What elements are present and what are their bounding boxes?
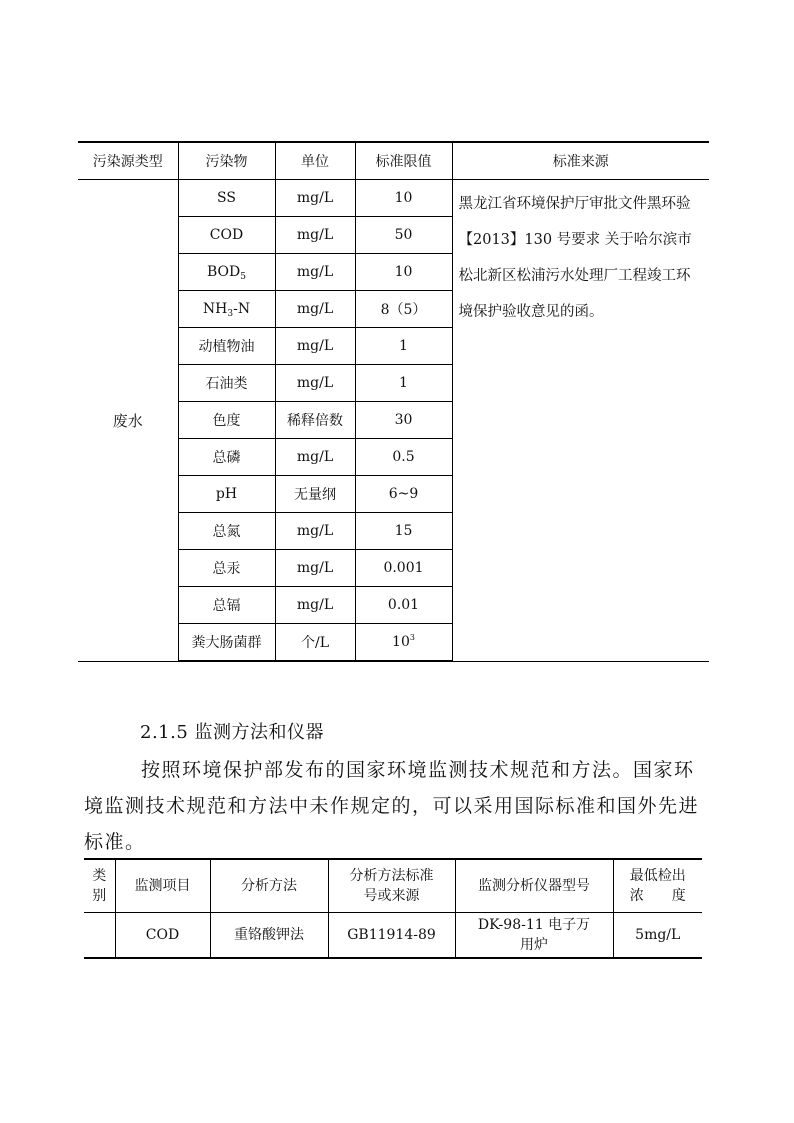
pollutant-cell: COD: [178, 217, 275, 254]
unit-cell: mg/L: [275, 254, 355, 291]
limit-cell: 1: [355, 365, 452, 402]
limit-cell: 6~9: [355, 476, 452, 513]
table-header-row: [84, 859, 702, 913]
header-instrument: 监测分析仪器型号: [455, 859, 613, 913]
header-pollutant: 污染物: [178, 142, 275, 180]
unit-cell: 个/L: [275, 624, 355, 662]
unit-cell: 稀释倍数: [275, 402, 355, 439]
limit-cell: 50: [355, 217, 452, 254]
min-concentration-cell: 5mg/L: [613, 913, 702, 959]
pollutant-cell: 总磷: [178, 439, 275, 476]
table-row: [84, 913, 702, 959]
header-min-concentration: 最低检出 浓 度: [613, 859, 702, 913]
pollutant-cell: 总汞: [178, 550, 275, 587]
pollutant-standard-table: [78, 141, 709, 662]
unit-cell: mg/L: [275, 291, 355, 328]
unit-cell: mg/L: [275, 587, 355, 624]
method-cell: 重铬酸钾法: [210, 913, 328, 959]
pollutant-cell: 总氮: [178, 513, 275, 550]
unit-cell: mg/L: [275, 439, 355, 476]
pollutant-cell: $NH_3-N$: [178, 291, 275, 328]
limit-cell: 0.001: [355, 550, 452, 587]
limit-cell: $10^3$: [355, 624, 452, 662]
pollutant-cell: $BOD_5$: [178, 254, 275, 291]
pollutant-cell: SS: [178, 180, 275, 217]
item-cell: COD: [115, 913, 210, 959]
section-paragraph: 按照环境保护部发布的国家环境监测技术规范和方法。国家环境监测技术规范和方法中未作规定的，可以采用国际标准和国外先进标准。: [84, 759, 700, 853]
unit-cell: mg/L: [275, 217, 355, 254]
standard-cell: GB11914-89: [328, 913, 455, 959]
header-item: 监测项目: [115, 859, 210, 913]
pollutant-cell: pH: [178, 476, 275, 513]
header-method: 分析方法: [210, 859, 328, 913]
unit-cell: mg/L: [275, 550, 355, 587]
standard-source-cell: 黑龙江省环境保护厅审批文件黑环验【2013】130 号要求 关于哈尔滨市松北新区松浦污水处理厂工程竣工环境保护验收意见的函。: [452, 180, 709, 662]
pollutant-cell: 粪大肠菌群: [178, 624, 275, 662]
header-source-type: 污染源类型: [78, 142, 178, 180]
header-standard: 分析方法标准号或来源: [328, 859, 455, 913]
unit-cell: 无量纲: [275, 476, 355, 513]
unit-cell: mg/L: [275, 365, 355, 402]
pollutant-cell: 色度: [178, 402, 275, 439]
monitoring-method-table: [84, 858, 702, 959]
header-unit: 单位: [275, 142, 355, 180]
limit-cell: 30: [355, 402, 452, 439]
table-row: [78, 180, 709, 217]
unit-cell: mg/L: [275, 513, 355, 550]
instrument-cell: DK-98-11 电子万用炉: [455, 913, 613, 959]
header-standard-source: 标准来源: [452, 142, 709, 180]
limit-cell: 1: [355, 328, 452, 365]
limit-cell: 10: [355, 180, 452, 217]
category-cell: [84, 913, 115, 959]
limit-cell: 15: [355, 513, 452, 550]
section-heading: 2.1.5 监测方法和仪器: [140, 722, 325, 743]
limit-cell: 10: [355, 254, 452, 291]
pollutant-cell: 石油类: [178, 365, 275, 402]
limit-cell: 8（5）: [355, 291, 452, 328]
source-type-cell: 废水: [78, 180, 178, 662]
table-header-row: [78, 142, 709, 180]
unit-cell: mg/L: [275, 328, 355, 365]
header-limit: 标准限值: [355, 142, 452, 180]
limit-cell: 0.01: [355, 587, 452, 624]
pollutant-cell: 总镉: [178, 587, 275, 624]
unit-cell: mg/L: [275, 180, 355, 217]
limit-cell: 0.5: [355, 439, 452, 476]
pollutant-cell: 动植物油: [178, 328, 275, 365]
header-category: 类别: [84, 859, 115, 913]
